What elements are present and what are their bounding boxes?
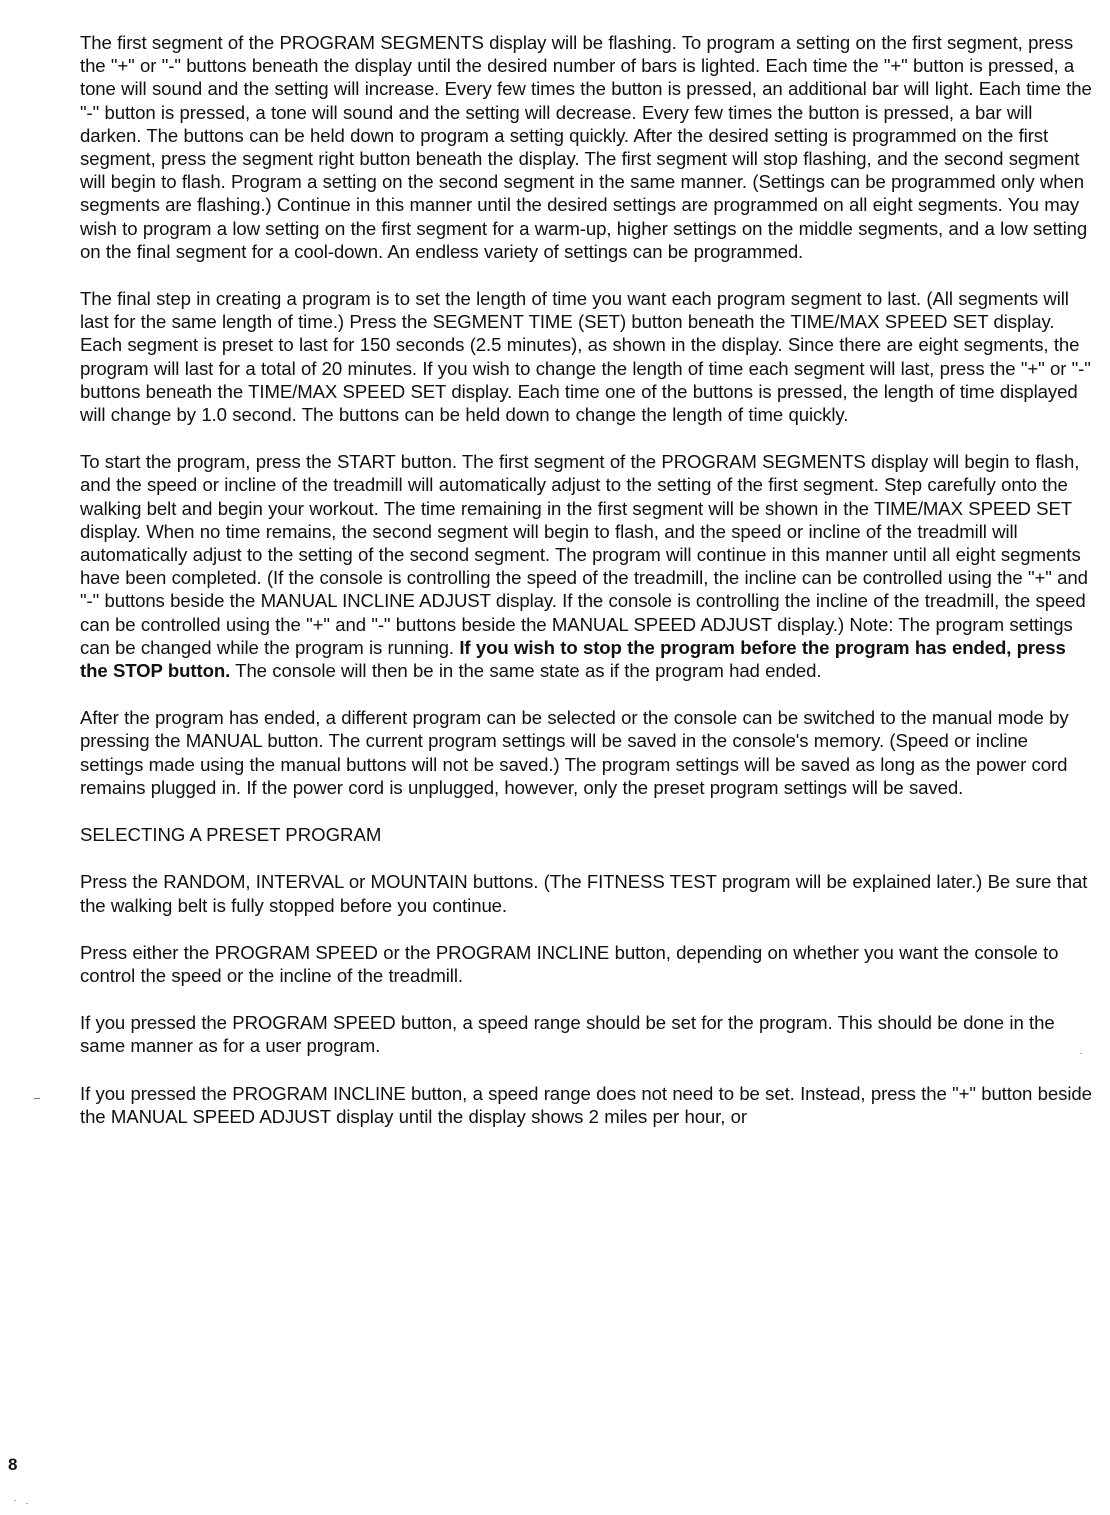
scan-speck — [26, 1503, 28, 1504]
stop-warning-bold: If you wish to stop the program before the program has ended, press the STOP button. — [80, 636, 1066, 682]
scan-speck — [1080, 1053, 1082, 1054]
paragraph-preset-choose: Press either the PROGRAM SPEED or the PROGRAM INCLINE button, depending on whether you want the console to control the speed or the incline of the treadmill. — [80, 941, 1059, 986]
page-number: 8 — [8, 1455, 18, 1474]
paragraph-preset-incline: If you pressed the PROGRAM INCLINE button, a speed range does not need to be set. Instead, press the "+" button beside the MANUAL SPEED ADJUST display until the display shows 2 miles per hour, or — [80, 1082, 1092, 1127]
start-text: To start the program, press the START button. The first segment of the PROGRAM SEGMENTS display will begin to flash, and the speed or incline of the treadmill will automatically adjust to the setting of the first segment. Step carefully onto the walking belt and begin your workout. The time remaining in the first segment will be shown in the TIME/MAX SPEED SET display. When no time remains, the second segment will begin to flash, and the speed or incline of the treadmill will automatically adjust to the setting of the second segment. The program will continue in this manner until all eight segments have been completed. (If the console is controlling the speed of the treadmill, the incline can be controlled using the "+" and "-" buttons beside the MANUAL INCLINE ADJUST display. If the console is controlling the incline of the treadmill, the speed can be controlled using the "+" and "-" buttons beside the MANUAL SPEED ADJUST display.) Note: The program settings can be changed while the program is running. — [80, 451, 1088, 658]
section-heading: SELECTING A PRESET PROGRAM — [80, 824, 382, 846]
paragraph-program-segments: The first segment of the PROGRAM SEGMENTS display will be flashing. To program a setting on the first segment, press the "+" or "-" buttons beneath the display until the desired number of bars is lighted. Each time the "+" button is pressed, a tone will sound and the setting will increase. Every few times the button is pressed, an additional bar will light. Each time the "-" button is pressed, a tone will sound and the setting will decrease. Every few times the button is pressed, a bar will darken. The buttons can be held down to program a setting quickly. After the desired setting is programmed on the first segment, press the segment right button beneath the display. The first segment will stop flashing, and the second segment will begin to flash. Program a setting on the second segment in the same manner. (Settings can be programmed only when segments are flashing.) Continue in this manner until the desired settings are programmed on all eight segments. You may wish to program a low setting on the first segment for a warm-up, higher settings on the middle segments, and a low setting on the final segment for a cool-down. An endless variety of settings can be programmed. — [80, 32, 1092, 262]
paragraph-after-program: After the program has ended, a different program can be selected or the console can be switched to the manual mode by pressing the MANUAL button. The current program settings will be saved in the console's memory. (Speed or incline settings made using the manual buttons will not be saved.) The program settings will be saved as long as the power cord remains plugged in. If the power cord is unplugged, however, only the preset program settings will be saved. — [80, 707, 1069, 798]
paragraph-start-program — [80, 450, 1092, 682]
paragraph-preset-buttons: Press the RANDOM, INTERVAL or MOUNTAIN buttons. (The FITNESS TEST program will be explained later.) Be sure that the walking belt is fully stopped before you continue. — [80, 871, 1088, 916]
paragraph-segment-time: The final step in creating a program is to set the length of time you want each program segment to last. (All segments will last for the same length of time.) Press the SEGMENT TIME (SET) button beneath the TIME/MAX SPEED SET display. Each segment is preset to last for 150 seconds (2.5 minutes), as shown in the display. Since there are eight segments, the program will last for a total of 20 minutes. If you wish to change the length of time each segment will last, press the "+" or "-" buttons beneath the TIME/MAX SPEED SET display. Each time one of the buttons is pressed, the length of time displayed will change by 1.0 second. The buttons can be held down to change the length of time quickly. — [80, 288, 1091, 426]
margin-mark — [34, 1098, 40, 1099]
scan-speck — [14, 1500, 16, 1501]
paragraph-preset-speed: If you pressed the PROGRAM SPEED button, a speed range should be set for the program. This should be done in the same manner as for a user program. — [80, 1012, 1055, 1057]
start-text-end: The console will then be in the same state as if the program had ended. — [230, 660, 822, 682]
manual-page — [80, 31, 1092, 1152]
